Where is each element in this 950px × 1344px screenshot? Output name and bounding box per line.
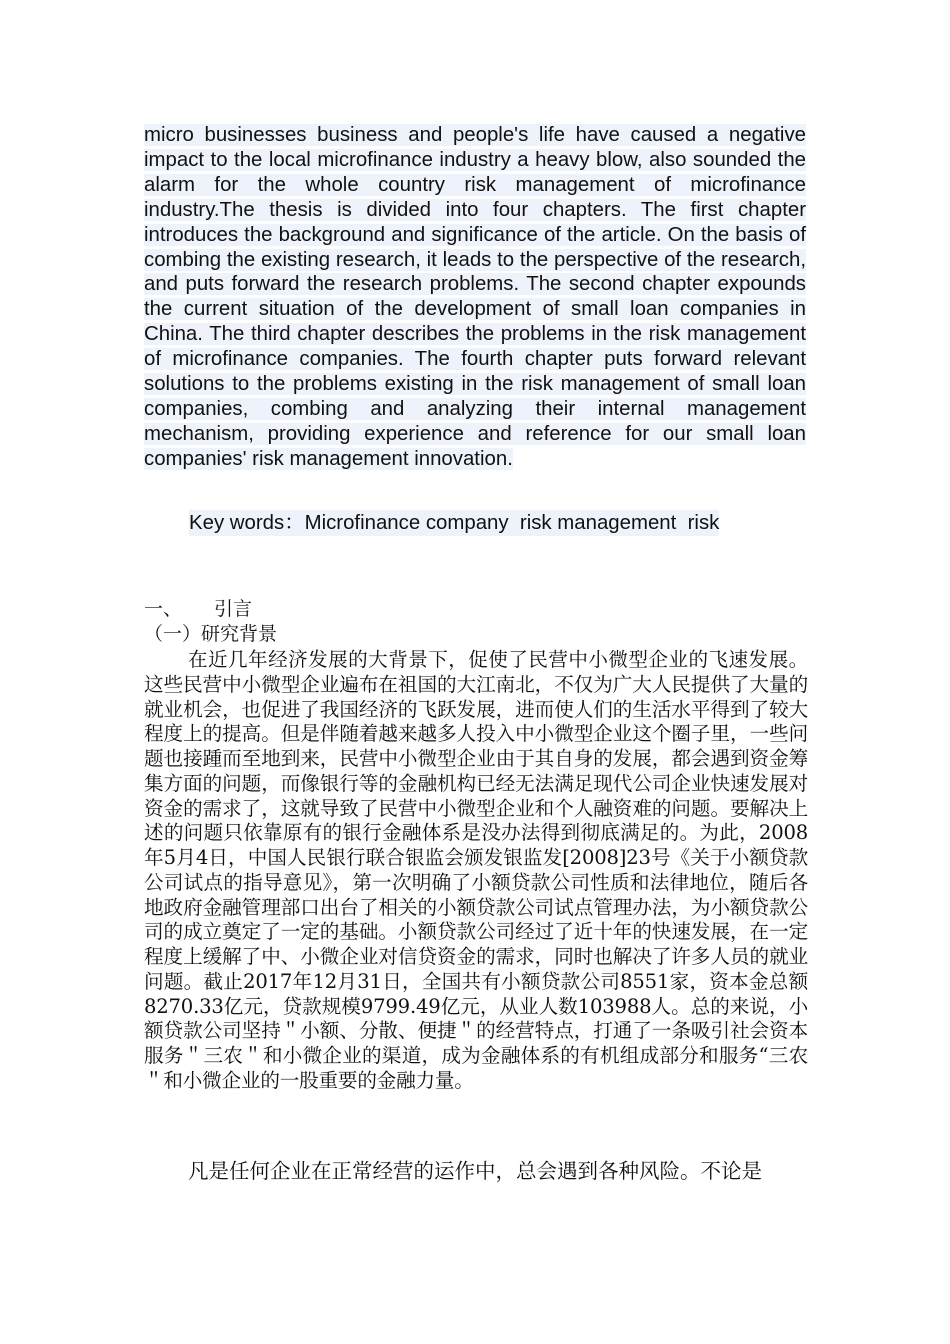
subsection-heading: （一）研究背景 <box>144 623 278 645</box>
keywords-line: Key words：Microfinance company risk management risk <box>189 512 720 534</box>
english-abstract-text: micro businesses business and people's life have caused a negative impact to the local microfinance industry a heavy blow, also sounded the alarm for the whole country risk management of microfinance industry.The thesis is divided into four chapters. The first chapter introduces the background and significance of the article. On the basis of combing the existing research, it leads to the perspective of the research, and puts forward the research problems. The second chapter expounds the current situation of the development of small loan companies in China. The third chapter describes the problems in the risk management of microfinance companies. The fourth chapter puts forward relevant solutions to the problems existing in the risk management of small loan companies, combing and analyzing their internal management mechanism, providing experience and reference for our small loan companies' risk management innovation. <box>144 124 806 470</box>
body-paragraph-continued: 凡是任何企业在正常经营的运作中，总会遇到各种风险。不论是 <box>188 1159 762 1183</box>
section-title: 引言 <box>214 598 253 620</box>
section-heading <box>144 597 252 621</box>
section-number: 一、 <box>144 598 183 620</box>
english-abstract <box>144 123 806 472</box>
body-paragraph: 在近几年经济发展的大背景下，促使了民营中小微型企业的飞速发展。这些民营中小微型企业遍布在祖国的大江南北，不仅为广大人民提供了大量的就业机会，也促进了我国经济的飞跃发展，进而使人们的生活水平得到了较大程度上的提高。但是伴随着越来越多人投入中小微型企业这个圈子里，一些问题也接踵而至地到来，民营中小微型企业由于其自身的发展，都会遇到资金筹集方面的问题，而像银行等的金融机构已经无法满足现代公司企业快速发展对资金的需求了，这就导致了民营中小微型企业和个人融资难的问题。要解决上述的问题只依靠原有的银行金融体系是没办法得到彻底满足的。为此，2008年5月4日，中国人民银行联合银监会颁发银监发[2008]23号《关于小额贷款公司试点的指导意见》，第一次明确了小额贷款公司性质和法律地位，随后各地政府金融管理部口出台了相关的小额贷款公司试点管理办法，为小额贷款公司的成立奠定了一定的基础。小额贷款公司经过了近十年的快速发展，在一定程度上缓解了中、小微企业对信贷资金的需求，同时也解决了许多人员的就业问题。截止2017年12月31日，全国共有小额贷款公司8551家，资本金总额8270.33亿元，贷款规模9799.49亿元，从业人数103988人。总的来说，小额贷款公司坚持＂小额、分散、便捷＂的经营特点，打通了一条吸引社会资本服务＂三农＂和小微企业的渠道，成为金融体系的有机组成部分和服务“三农＂和小微企业的一股重要的金融力量。 <box>144 648 808 1092</box>
